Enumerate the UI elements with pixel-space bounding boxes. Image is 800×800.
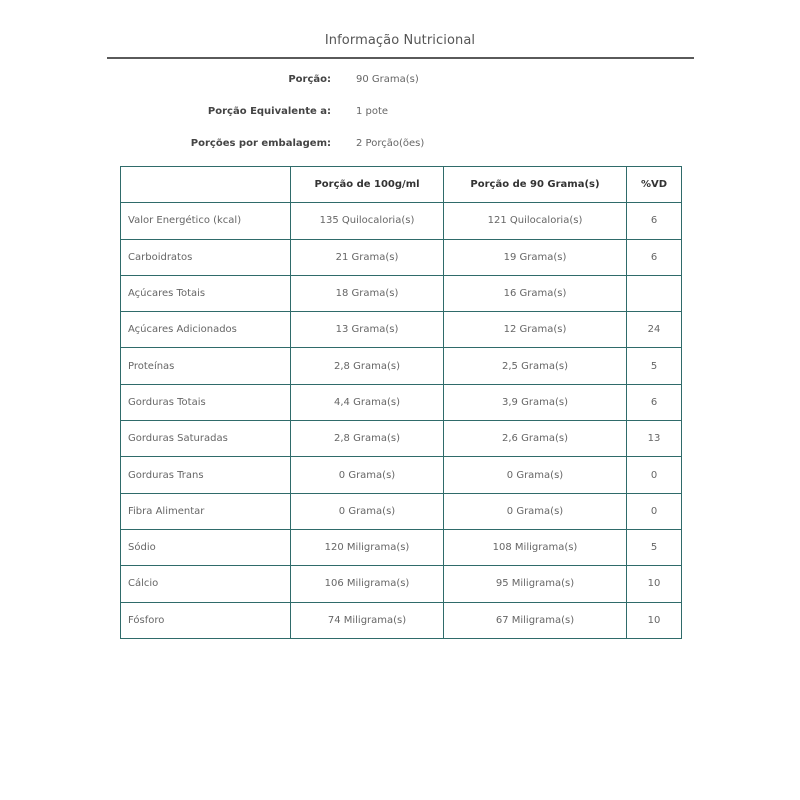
daily-value-percent: 0 [627,457,682,493]
per-100-value: 0 Grama(s) [291,493,444,529]
daily-value-percent: 5 [627,348,682,384]
per-100-value: 135 Quilocaloria(s) [291,203,444,239]
table-row [121,421,682,457]
table-row [121,457,682,493]
serving-equivalent-label: Porção Equivalente a: [207,106,331,117]
table-row [121,348,682,384]
daily-value-percent: 6 [627,239,682,275]
serving-size-label: Porção: [288,74,331,85]
table-row [121,275,682,311]
per-serving-value: 67 Miligrama(s) [444,602,627,638]
title-divider [107,57,694,59]
table-row [121,312,682,348]
table-row [121,384,682,420]
daily-value-percent: 10 [627,566,682,602]
daily-value-percent [627,275,682,311]
column-header-nutrient [121,167,291,203]
daily-value-percent: 6 [627,384,682,420]
nutrient-name: Açúcares Totais [121,275,291,311]
per-serving-value: 2,5 Grama(s) [444,348,627,384]
per-serving-value: 16 Grama(s) [444,275,627,311]
per-100-value: 120 Miligrama(s) [291,529,444,565]
per-100-value: 2,8 Grama(s) [291,421,444,457]
per-100-value: 18 Grama(s) [291,275,444,311]
nutrient-name: Açúcares Adicionados [121,312,291,348]
nutrient-name: Valor Energético (kcal) [121,203,291,239]
per-serving-value: 3,9 Grama(s) [444,384,627,420]
nutrient-name: Fibra Alimentar [121,493,291,529]
per-serving-value: 0 Grama(s) [444,493,627,529]
table-header-row [121,167,682,203]
nutrition-table [120,166,682,639]
per-serving-value: 108 Miligrama(s) [444,529,627,565]
servings-per-package-row [0,138,800,154]
column-header-vd: %VD [627,167,682,203]
nutrient-name: Sódio [121,529,291,565]
serving-size-row [0,74,800,90]
daily-value-percent: 13 [627,421,682,457]
table-row [121,203,682,239]
nutrient-name: Proteínas [121,348,291,384]
serving-equivalent-row [0,106,800,122]
nutrient-name: Carboidratos [121,239,291,275]
per-serving-value: 2,6 Grama(s) [444,421,627,457]
nutrient-name: Gorduras Saturadas [121,421,291,457]
per-100-value: 4,4 Grama(s) [291,384,444,420]
per-100-value: 13 Grama(s) [291,312,444,348]
daily-value-percent: 24 [627,312,682,348]
nutrient-name: Cálcio [121,566,291,602]
servings-per-package-label: Porções por embalagem: [190,138,331,149]
daily-value-percent: 0 [627,493,682,529]
per-100-value: 0 Grama(s) [291,457,444,493]
per-serving-value: 19 Grama(s) [444,239,627,275]
daily-value-percent: 6 [627,203,682,239]
column-header-per-100: Porção de 100g/ml [291,167,444,203]
daily-value-percent: 10 [627,602,682,638]
serving-size-value: 90 Grama(s) [356,74,419,85]
serving-equivalent-value: 1 pote [356,106,389,117]
per-serving-value: 0 Grama(s) [444,457,627,493]
per-serving-value: 121 Quilocaloria(s) [444,203,627,239]
per-100-value: 21 Grama(s) [291,239,444,275]
table-row [121,566,682,602]
table-row [121,602,682,638]
per-serving-value: 12 Grama(s) [444,312,627,348]
nutrient-name: Fósforo [121,602,291,638]
column-header-per-serving: Porção de 90 Grama(s) [444,167,627,203]
per-100-value: 74 Miligrama(s) [291,602,444,638]
page-title: Informação Nutricional [324,33,476,48]
nutrient-name: Gorduras Totais [121,384,291,420]
per-100-value: 106 Miligrama(s) [291,566,444,602]
nutrient-name: Gorduras Trans [121,457,291,493]
table-row [121,239,682,275]
table-row [121,493,682,529]
daily-value-percent: 5 [627,529,682,565]
per-100-value: 2,8 Grama(s) [291,348,444,384]
table-row [121,529,682,565]
servings-per-package-value: 2 Porção(ões) [356,138,425,149]
per-serving-value: 95 Miligrama(s) [444,566,627,602]
